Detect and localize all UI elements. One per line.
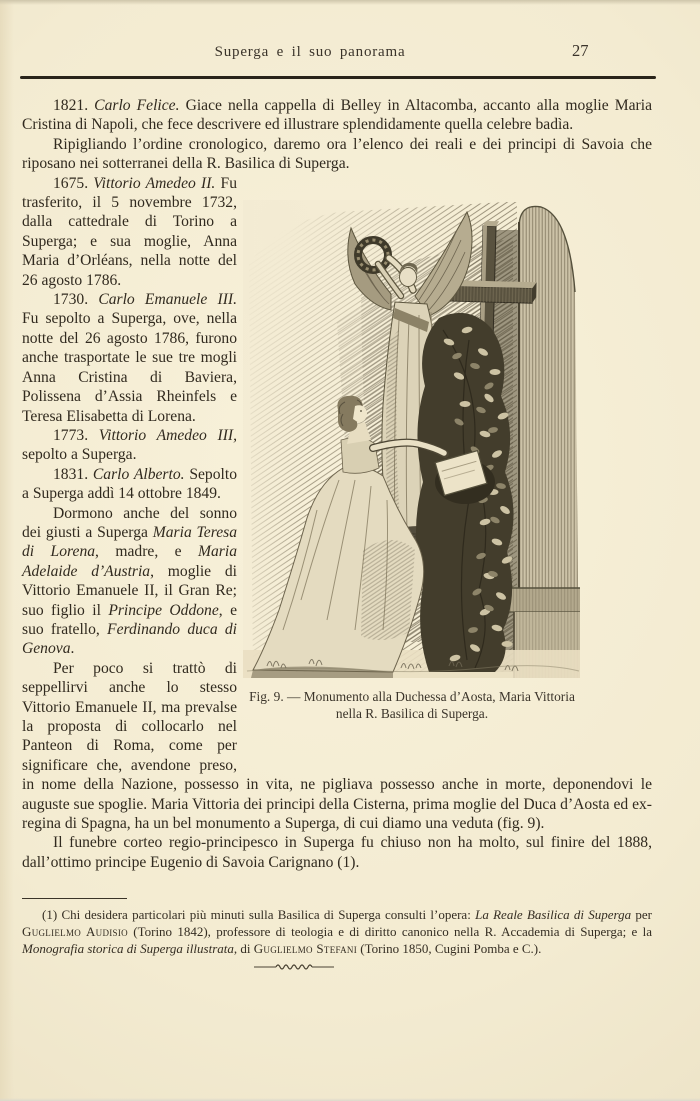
- footnote-text: (1) Chi desidera particolari più minuti sulla Basilica di Superga consulti l’opera: La Reale Basilica di Superga per Guglielmo Audisio (Torino 1842), professore di teologia e di diritto canonico nella R. Accademia di Superga; e la Monografia storica di Superga illustrata, di Guglielmo Stefani (Torino 1850, Cugini Pomba e C.).: [22, 907, 652, 956]
- text-block: [22, 96, 652, 872]
- paragraph: Ripigliando l’ordine cronologico, daremo ora l’elenco dei reali e dei principi di Savoia che riposano nei sotterranei della R. Basilica di Superga.: [22, 135, 652, 173]
- figure-caption-line1: Fig. 9. — Monumento alla Duchessa d’Aosta, Maria Vittoria: [249, 688, 575, 704]
- engraving-angel-cross-illustration: [243, 200, 580, 678]
- paragraph: Il funebre corteo regio-principesco in Superga fu chiuso non ha molto, sul finire del 1888, dall’ottimo principe Eugenio di Savoia Carignano (1).: [22, 834, 652, 871]
- figure-caption-line2: nella R. Basilica di Superga.: [335, 706, 489, 722]
- figure-caption: [222, 688, 602, 723]
- paragraph: Dormono anche del sonno dei giusti a Superga Maria Teresa di Lorena, madre, e Maria Adelaide d’Austria, moglie di Vittorio Emanuele II, il Gran Re; suo figlio il Principe Oddone, e suo fratello, Ferdinando duca di Genova.: [22, 504, 237, 658]
- paragraph: Per poco si trattò di seppellirvi anche lo stesso Vittorio Emanuele II, ma prevalse la proposta di collocarlo nel Panteon di Roma, come per significare che, avendone preso, in nome della Nazione, possesso in vita, ne pigliava possesso anche in morte, deponendovi le auguste sue spoglie. Maria Vittoria dei principi della Cisterna, prima moglie del Duca d’Aosta ed ex-regina di Spagna, ha un bel monumento a Superga, di cui diamo una veduta (fig. 9).: [22, 659, 652, 833]
- footnote-section: [22, 898, 652, 972]
- header-rule: [20, 76, 656, 79]
- figure-plate: [243, 184, 652, 758]
- running-head: Superga e il suo panorama: [214, 44, 406, 60]
- paragraph: 1831. Carlo Alberto. Sepolto a Superga addì 14 ottobre 1849.: [22, 465, 237, 503]
- paragraph: 1821. Carlo Felice. Giace nella cappella di Belley in Altacomba, accanto alla moglie Maria Cristina di Napoli, che fece descrivere ed illustrare splendidamente quella celebre badìa.: [22, 97, 652, 134]
- paragraph: 1675. Vittorio Amedeo II. Fu trasferito, il 5 novembre 1732, dalla cattedrale di Torino a Superga; e sua moglie, Anna Maria d’Orléans, nella notte del 26 agosto 1786.: [22, 174, 237, 289]
- footnote-rule: [22, 898, 127, 899]
- tailpiece-ornament: [252, 962, 336, 972]
- page-number: 27: [572, 41, 589, 60]
- paragraph: 1730. Carlo Emanuele III. Fu sepolto a Superga, ove, nella notte del 26 agosto 1786, furono anche trasportate le sue tre mogli Anna Cristina di Baviera, Polissena d’Assia Rheinfels e Teresa Elisabetta di Lorena.: [22, 291, 237, 425]
- paragraph: 1773. Vittorio Amedeo III, sepolto a Superga.: [22, 426, 237, 464]
